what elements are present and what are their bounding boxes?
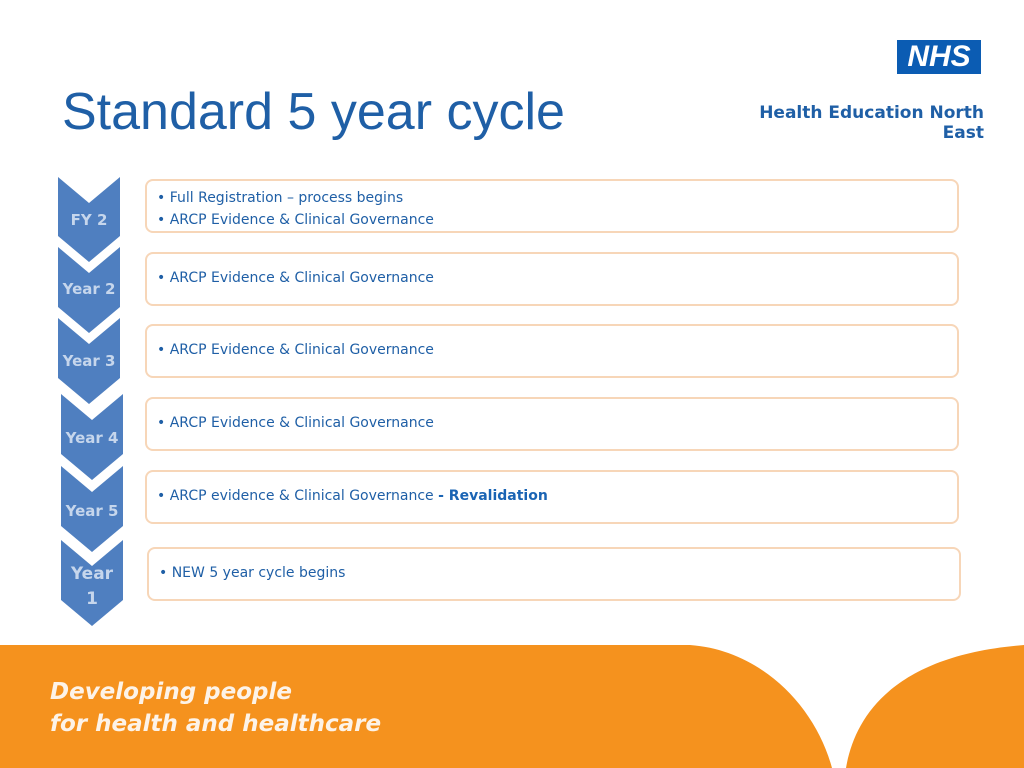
bullet-arcp-evidence: • ARCP Evidence & Clinical Governance bbox=[157, 212, 434, 228]
nhs-logo: NHS bbox=[897, 40, 981, 74]
stage-box-year3 bbox=[145, 324, 959, 378]
bullet-full-registration: • Full Registration – process begins bbox=[157, 190, 404, 206]
stage-box-year1 bbox=[147, 547, 961, 601]
stage-box-fy2 bbox=[145, 179, 959, 233]
stage-box-year5 bbox=[145, 470, 959, 524]
stage-label-year1-line1: Year bbox=[70, 564, 114, 584]
bullet-arcp-revalidation bbox=[157, 484, 947, 508]
stage-label-year1 bbox=[59, 562, 125, 612]
footer-tagline bbox=[50, 676, 381, 740]
stage-label-year1-line2: 1 bbox=[86, 589, 98, 609]
stage-label-fy2: FY 2 bbox=[70, 211, 108, 229]
revalidation-emphasis: - Revalidation bbox=[438, 488, 548, 504]
slide-title: Standard 5 year cycle bbox=[62, 83, 565, 141]
footer-tagline-line2: for health and healthcare bbox=[50, 711, 382, 737]
bullet-arcp-evidence: • ARCP Evidence & Clinical Governance bbox=[157, 270, 434, 286]
bullet-new-cycle: • NEW 5 year cycle begins bbox=[159, 565, 346, 581]
bullet-arcp-evidence: • ARCP Evidence & Clinical Governance bbox=[157, 415, 434, 431]
stage-label-year5: Year 5 bbox=[65, 502, 119, 520]
organisation-name: Health Education North East bbox=[759, 103, 984, 143]
bullet-arcp-text: • ARCP evidence & Clinical Governance bbox=[157, 488, 439, 504]
stage-label-year2: Year 2 bbox=[62, 280, 116, 298]
stage-box-year2 bbox=[145, 252, 959, 306]
stage-box-year4 bbox=[145, 397, 959, 451]
stage-label-year4: Year 4 bbox=[65, 429, 119, 447]
stage-label-year3: Year 3 bbox=[62, 352, 116, 370]
footer-tagline-line1: Developing people bbox=[50, 679, 292, 705]
bullet-arcp-evidence: • ARCP Evidence & Clinical Governance bbox=[157, 342, 434, 358]
